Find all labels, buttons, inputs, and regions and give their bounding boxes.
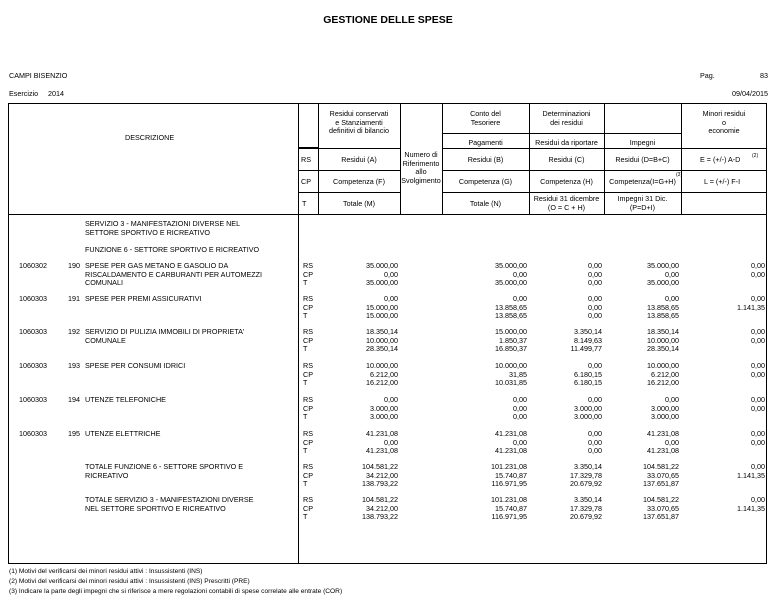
value-col-d: 18.350,14 [647,327,679,336]
value-col-b: 15.000,00 [495,327,527,336]
value-col-d: 137.651,87 [643,512,679,522]
row-type-label: T [303,378,308,388]
header-descrizione: DESCRIZIONE [125,133,175,142]
value-col-d: 137.651,87 [643,479,679,489]
value-col-d: 104.581,22 [643,495,679,504]
value-col-a: 6.212,00 [370,369,398,379]
row-description: RISCALDAMENTO E CARBURANTI PER AUTOMEZZI [85,269,263,279]
value-col-c: 20.679,92 [570,512,602,522]
value-col-e: 0,00 [751,327,765,336]
value-col-b: 16.850,37 [495,344,527,354]
row-type-label: RS [303,462,313,471]
row-type-label: RS [303,327,313,336]
row-type-label: RS [303,361,313,370]
footnote: (2) Motivi del verificarsi dei minori residui attivi : Insussistenti (INS) Prescritti (PRE) [9,578,250,585]
value-col-a: 10.000,00 [366,361,398,370]
value-col-b: 0,00 [513,403,527,413]
value-col-c: 3.350,14 [574,327,602,336]
value-col-c: 6.180,15 [574,369,602,379]
page-label: Pag. [700,71,715,80]
row-type-label: CP [303,503,313,513]
row-description: UTENZE TELEFONICHE [85,395,166,404]
row-description: COMUNALI [85,278,123,288]
row-type-label: RS [303,261,313,270]
row-type-label: RS [303,395,313,404]
row-type-label: CP [303,269,313,279]
row-description: TOTALE SERVIZIO 3 - MANIFESTAZIONI DIVERSE [85,495,254,504]
value-col-a: 104.581,22 [362,462,398,471]
value-col-a: 3.000,00 [370,412,398,422]
value-col-b: 0,00 [513,395,527,404]
value-col-c: 0,00 [588,261,602,270]
value-col-c: 0,00 [588,294,602,303]
row-type-label: RS [303,495,313,504]
header-minori-residui: Minori residui o economie [702,109,746,136]
row-code: 1060302 [19,261,47,270]
value-col-b: 0,00 [513,269,527,279]
value-col-a: 104.581,22 [362,495,398,504]
header-competenza-f: Competenza (F) [333,177,385,186]
value-col-a: 0,00 [384,437,398,447]
value-col-e: 0,00 [751,261,765,270]
row-type-label: T [303,278,308,288]
value-col-e: 1.141,35 [737,470,765,480]
row-code: 1060303 [19,294,47,303]
value-col-d: 0,00 [665,395,679,404]
value-col-a: 34.212,00 [366,503,398,513]
value-col-b: 15.740,87 [495,470,527,480]
value-col-d: 41.231,08 [647,446,679,456]
header-residui-a: Residui (A) [341,155,377,164]
value-col-d: 10.000,00 [647,335,679,345]
header-cp: CP [301,177,311,186]
header-e-formula: E = (+/-) A-D [700,155,741,164]
row-type-label: T [303,446,308,456]
value-col-c: 0,00 [588,361,602,370]
value-col-a: 16.212,00 [366,378,398,388]
value-col-c: 0,00 [588,269,602,279]
row-number: 194 [68,395,80,404]
header-residui-d: Residui (D=B+C) [615,155,670,164]
footnote: (3) Indicare la parte degli impegni che si riferisce a mere regolazioni contabili di spese correlate alle entrate (COR) [9,588,343,595]
value-col-b: 0,00 [513,294,527,303]
header-l-formula: L = (+/-) F-I [704,177,741,186]
row-code: 1060303 [19,395,47,404]
divider [298,103,299,564]
value-col-e: 0,00 [751,437,765,447]
value-col-c: 3.000,00 [574,412,602,422]
row-type-label: CP [303,470,313,480]
header-e-note: (2) [752,153,759,159]
row-description: UTENZE ELETTRICHE [85,429,161,438]
value-col-b: 13.858,65 [495,311,527,321]
value-col-b: 10.000,00 [495,361,527,370]
row-type-label: RS [303,429,313,438]
divider [442,192,767,193]
exercise-label: Esercizio [9,89,39,98]
value-col-c: 17.329,78 [570,470,602,480]
value-col-a: 35.000,00 [366,278,398,288]
value-col-b: 1.850,37 [499,335,527,345]
value-col-d: 33.070,65 [647,470,679,480]
header-competenza-h: Competenza (H) [540,177,593,186]
header-i-note: (3) [676,172,683,178]
entity-name: CAMPI BISENZIO [9,71,68,80]
value-col-b: 41.231,08 [495,446,527,456]
value-col-e: 0,00 [751,462,765,471]
value-col-d: 33.070,65 [647,503,679,513]
header-numero-riferimento: Numero di Riferimento allo Svolgimento [401,150,441,185]
value-col-c: 0,00 [588,302,602,312]
value-col-b: 101.231,08 [491,462,527,471]
value-col-e: 0,00 [751,403,765,413]
row-number: 190 [68,261,80,270]
value-col-e: 0,00 [751,495,765,504]
header-determinazioni: Determinazioni dei residui [542,109,591,127]
header-residui-conservati: Residui conservati e Stanziamenti definitivi di bilancio [329,109,389,136]
row-number: 193 [68,361,80,370]
page-number: 83 [760,71,768,80]
value-col-c: 0,00 [588,395,602,404]
row-type-label: CP [303,302,313,312]
value-col-e: 0,00 [751,369,765,379]
value-col-b: 10.031,85 [495,378,527,388]
value-col-d: 0,00 [665,269,679,279]
divider [442,170,767,171]
value-col-a: 15.000,00 [366,302,398,312]
divider [442,148,767,149]
header-totale-m: Totale (M) [343,199,375,208]
value-col-c: 0,00 [588,429,602,438]
value-col-b: 41.231,08 [495,429,527,438]
value-col-c: 3.350,14 [574,462,602,471]
value-col-d: 104.581,22 [643,462,679,471]
header-impegni-31: Impegni 31 Dic. (P=D+I) [617,194,668,212]
value-col-c: 8.149,63 [574,335,602,345]
row-type-label: T [303,311,308,321]
value-col-a: 10.000,00 [366,335,398,345]
value-col-a: 138.793,22 [362,512,398,522]
row-type-label: CP [303,369,313,379]
value-col-e: 0,00 [751,429,765,438]
servizio-label: SERVIZIO 3 - MANIFESTAZIONI DIVERSE NEL SETTORE SPORTIVO E RICREATIVO [85,219,241,237]
value-col-c: 3.350,14 [574,495,602,504]
footnote: (1) Motivi del verificarsi dei minori residui attivi : Insussistenti (INS) [9,568,203,575]
value-col-e: 0,00 [751,361,765,370]
value-col-b: 35.000,00 [495,261,527,270]
divider [299,170,400,171]
value-col-a: 0,00 [384,294,398,303]
value-col-d: 13.858,65 [647,311,679,321]
row-type-label: T [303,412,308,422]
header-pagamenti: Pagamenti [468,138,503,147]
row-number: 191 [68,294,80,303]
value-col-b: 0,00 [513,412,527,422]
row-description: SPESE PER PREMI ASSICURATIVI [85,294,202,303]
value-col-a: 28.350,14 [366,344,398,354]
divider [299,192,400,193]
value-col-d: 3.000,00 [651,412,679,422]
value-col-b: 31,85 [509,369,527,379]
row-description: SPESE PER GAS METANO E GASOLIO DA [85,261,229,270]
divider [8,214,767,215]
row-code: 1060303 [19,361,47,370]
value-col-a: 41.231,08 [366,446,398,456]
header-residui-c: Residui (C) [548,155,585,164]
row-description: TOTALE FUNZIONE 6 - SETTORE SPORTIVO E [85,462,244,471]
value-col-c: 0,00 [588,446,602,456]
value-col-c: 0,00 [588,278,602,288]
report-date: 09/04/2015 [732,89,768,98]
header-rs: RS [301,155,311,164]
row-type-label: CP [303,403,313,413]
header-residui-31: Residui 31 dicembre (O = C + H) [533,194,600,212]
value-col-e: 0,00 [751,395,765,404]
header-competenza-g: Competenza (G) [458,177,513,186]
value-col-d: 35.000,00 [647,278,679,288]
value-col-b: 35.000,00 [495,278,527,288]
value-col-e: 0,00 [751,269,765,279]
row-code: 1060303 [19,429,47,438]
value-col-c: 20.679,92 [570,479,602,489]
row-description: COMUNALE [85,335,126,345]
divider [442,133,681,134]
value-col-c: 0,00 [588,311,602,321]
value-col-d: 3.000,00 [651,403,679,413]
value-col-a: 18.350,14 [366,327,398,336]
row-type-label: T [303,479,308,489]
value-col-d: 0,00 [665,294,679,303]
header-totale-n: Totale (N) [469,199,502,208]
value-col-c: 17.329,78 [570,503,602,513]
value-col-c: 6.180,15 [574,378,602,388]
header-residui-riportare: Residui da riportare [535,138,598,147]
value-col-d: 13.858,65 [647,302,679,312]
value-col-d: 28.350,14 [647,344,679,354]
value-col-d: 10.000,00 [647,361,679,370]
divider [299,148,400,149]
row-number: 195 [68,429,80,438]
value-col-d: 6.212,00 [651,369,679,379]
value-col-a: 35.000,00 [366,261,398,270]
value-col-c: 0,00 [588,437,602,447]
value-col-e: 0,00 [751,335,765,345]
header-residui-b: Residui (B) [467,155,504,164]
value-col-a: 0,00 [384,269,398,279]
header-t: T [302,199,307,208]
value-col-b: 15.740,87 [495,503,527,513]
value-col-a: 0,00 [384,395,398,404]
value-col-b: 0,00 [513,437,527,447]
value-col-a: 34.212,00 [366,470,398,480]
row-description: SPESE PER CONSUMI IDRICI [85,361,186,370]
row-number: 192 [68,327,80,336]
value-col-c: 11.499,77 [570,344,602,354]
value-col-a: 15.000,00 [366,311,398,321]
row-description: SERVIZIO DI PULIZIA IMMOBILI DI PROPRIETA' [85,327,245,336]
value-col-b: 116.971,95 [491,479,527,489]
value-col-a: 41.231,08 [366,429,398,438]
value-col-b: 101.231,08 [491,495,527,504]
exercise-year: 2014 [48,89,64,98]
value-col-d: 0,00 [665,437,679,447]
value-col-a: 138.793,22 [362,479,398,489]
funzione-label: FUNZIONE 6 - SETTORE SPORTIVO E RICREATIVO [85,245,260,254]
row-code: 1060303 [19,327,47,336]
value-col-d: 41.231,08 [647,429,679,438]
value-col-a: 3.000,00 [370,403,398,413]
value-col-c: 3.000,00 [574,403,602,413]
row-type-label: RS [303,294,313,303]
value-col-d: 35.000,00 [647,261,679,270]
row-description: RICREATIVO [85,470,129,480]
value-col-e: 1.141,35 [737,302,765,312]
page-title: GESTIONE DELLE SPESE [323,14,453,26]
row-type-label: CP [303,335,313,345]
header-competenza-i: Competenza(I=G+H) [609,177,676,186]
row-type-label: T [303,344,308,354]
value-col-b: 13.858,65 [495,302,527,312]
value-col-d: 16.212,00 [647,378,679,388]
row-type-label: CP [303,437,313,447]
header-conto-tesoriere: Conto del Tesoriere [470,109,501,127]
header-impegni: Impegni [629,138,656,147]
value-col-e: 0,00 [751,294,765,303]
value-col-e: 1.141,35 [737,503,765,513]
value-col-b: 116.971,95 [491,512,527,522]
row-type-label: T [303,512,308,522]
row-description: NEL SETTORE SPORTIVO E RICREATIVO [85,503,226,513]
